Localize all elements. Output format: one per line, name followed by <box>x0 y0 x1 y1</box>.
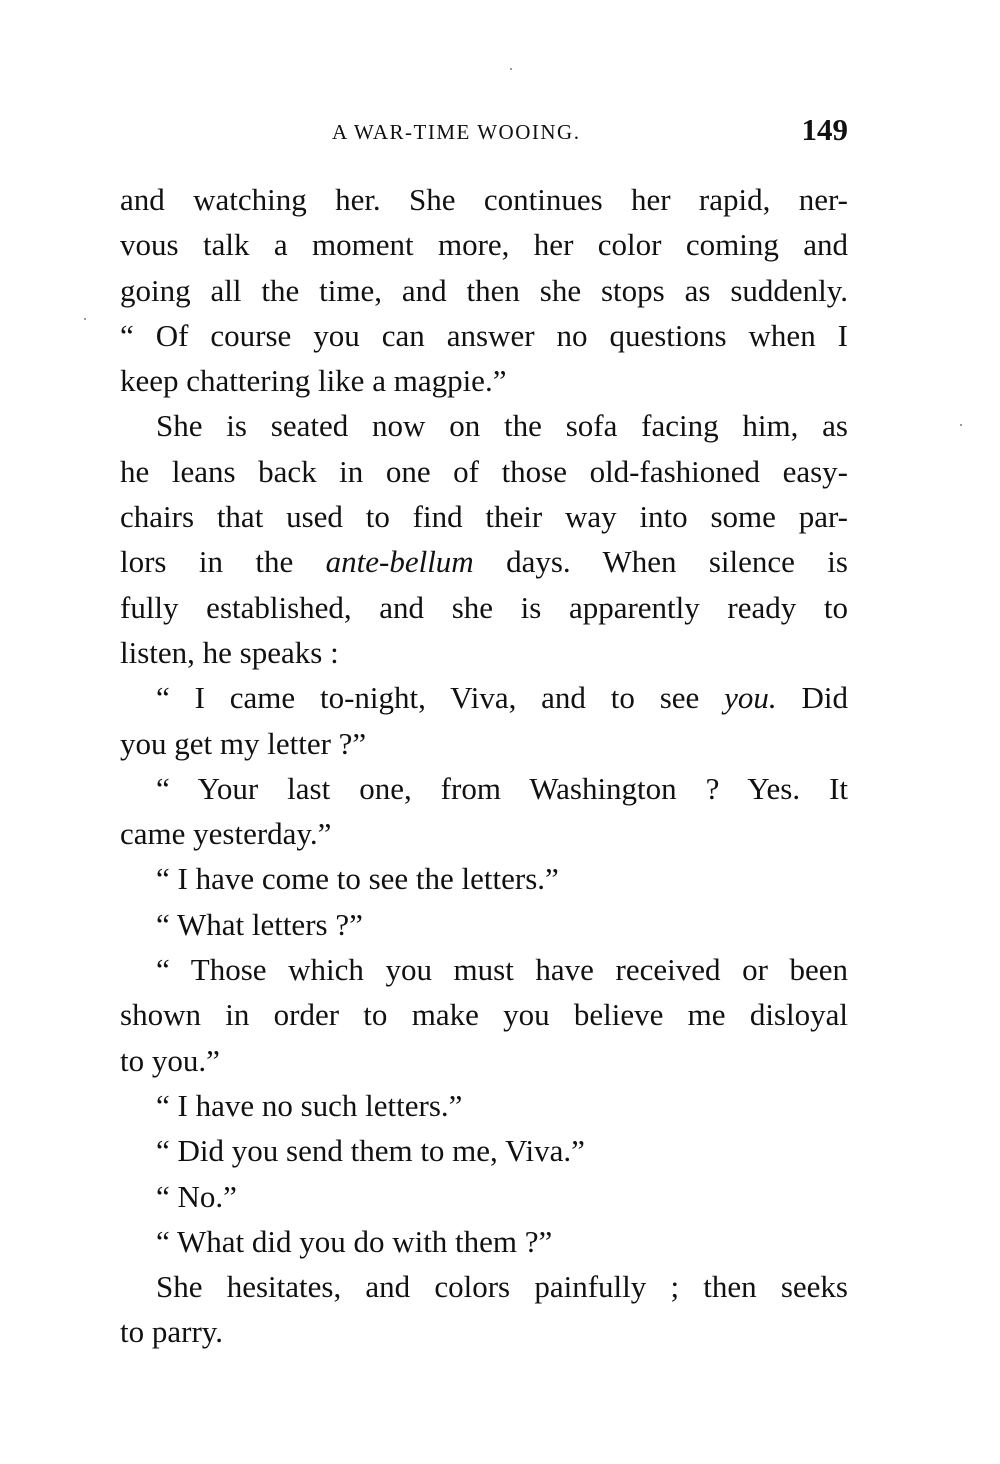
italic-phrase: ante-bellum <box>325 544 474 580</box>
text-line: listen, he speaks : <box>120 634 339 670</box>
running-title: A WAR-TIME WOOING. <box>332 120 581 144</box>
text-line: “ Those which you must have received or been <box>156 952 848 988</box>
text-line: keep chattering like a magpie.” <box>120 363 507 399</box>
text-line: “ Did you send them to me, Viva.” <box>156 1133 585 1169</box>
text-line: going all the time, and then she stops as suddenly. <box>120 272 848 308</box>
page-number: 149 <box>801 112 848 147</box>
text-line: chairs that used to find their way into some par- <box>120 499 848 535</box>
text-line: She hesitates, and colors painfully ; then seeks <box>156 1269 848 1305</box>
text-line: lors in the ante-bellum days. When silence is <box>120 544 848 580</box>
text-line: you get my letter ?” <box>120 725 367 761</box>
text-line: “ I have come to see the letters.” <box>156 861 559 897</box>
text-line: “ I have no such letters.” <box>156 1087 463 1123</box>
text-line: “ Your last one, from Washington ? Yes. It <box>156 770 848 806</box>
text-line: “ What letters ?” <box>156 906 363 942</box>
paper-speck <box>510 68 512 70</box>
text-line: fully established, and she is apparently ready to <box>120 589 848 625</box>
running-head <box>120 112 848 156</box>
text-line: “ What did you do with them ?” <box>156 1223 553 1259</box>
paper-speck <box>960 424 962 426</box>
text-line: “ Of course you can answer no questions when I <box>120 317 848 353</box>
body-text <box>120 177 848 1355</box>
text-line: to parry. <box>120 1314 224 1350</box>
text-line: to you.” <box>120 1042 220 1078</box>
text-line: vous talk a moment more, her color coming and <box>120 227 848 263</box>
italic-phrase: you. <box>724 680 777 716</box>
paper-speck <box>84 318 86 320</box>
text-line: She is seated now on the sofa facing him, as <box>156 408 848 444</box>
text-line: “ No.” <box>156 1178 237 1214</box>
text-line: and watching her. She continues her rapid, ner- <box>120 182 848 217</box>
text-line: “ I came to-night, Viva, and to see you. Did <box>156 680 848 716</box>
text-line: he leans back in one of those old-fashioned easy- <box>120 453 848 489</box>
text-line: came yesterday.” <box>120 816 332 852</box>
text-line: shown in order to make you believe me disloyal <box>120 997 848 1033</box>
